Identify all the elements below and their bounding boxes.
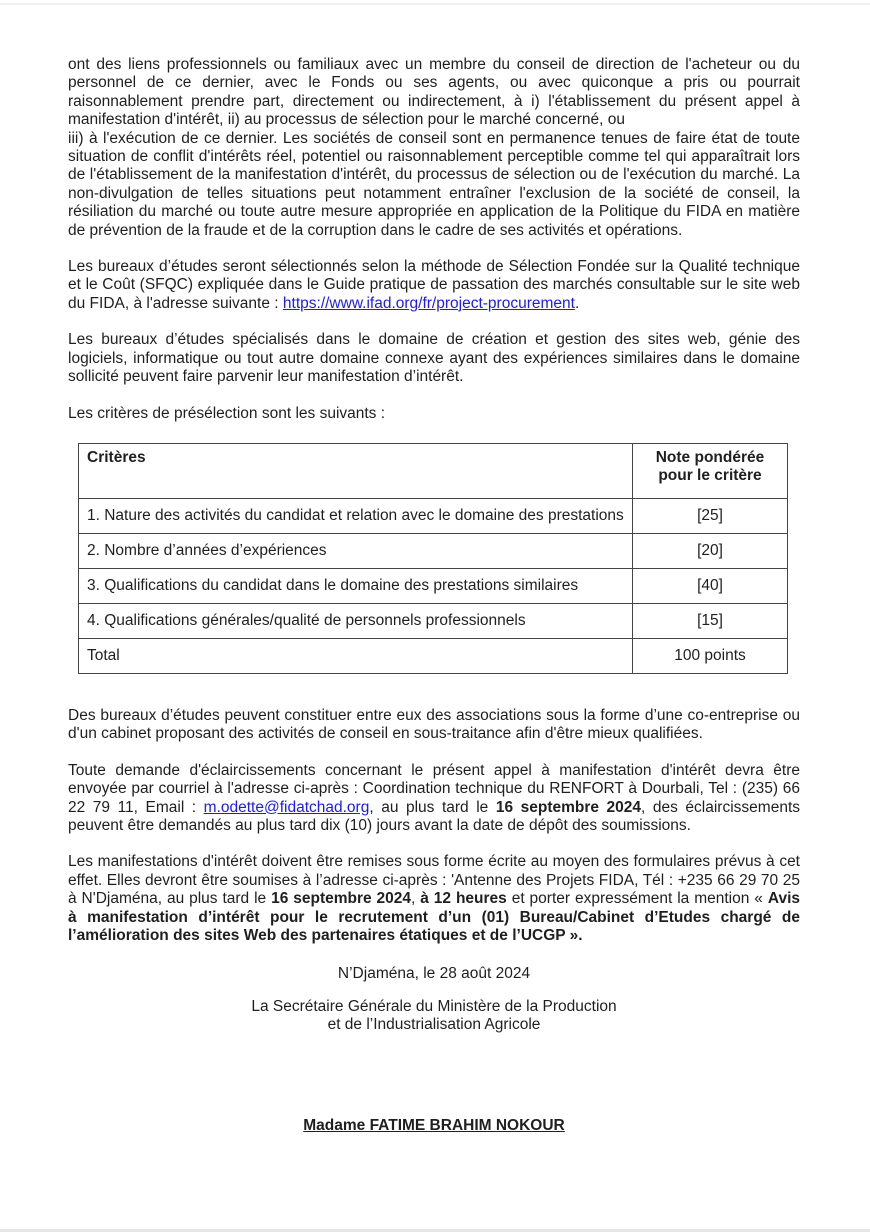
- table-row: [79, 533, 788, 568]
- place-and-date: N’Djaména, le 28 août 2024: [337, 965, 531, 983]
- signatory-title-line2: et de l’Industrialisation Agricole: [327, 1016, 541, 1034]
- criterion-label: 2. Nombre d’années d’expériences: [79, 533, 633, 568]
- signatory-title: [68, 998, 800, 1035]
- submission-deadline-date: 16 septembre 2024: [271, 890, 412, 908]
- clarifications-text: Toute demande d'éclaircissements concernant le présent appel à manifestation d'intérêt devra être envoyée par courriel à l'adresse ci-après : Coordination technique du RENFORT à Dourbali, Tel : (235) 66 22 79 11, Email :: [68, 761, 800, 816]
- contact-email-link[interactable]: m.odette@fidatchad.org: [203, 798, 370, 816]
- selection-method-text: Les bureaux d’études seront sélectionnés selon la méthode de Sélection Fondée sur la Qualité technique et le Coût (SFQC) expliquée dans le Guide pratique de passation des marchés consultable sur le site web du FIDA, à l'adresse suivante :: [68, 258, 800, 312]
- paragraph-conflict-of-interest: [68, 56, 800, 240]
- criterion-label: 4. Qualifications générales/qualité de personnels professionnels: [79, 603, 633, 638]
- total-label: Total: [79, 638, 633, 673]
- criteria-column-header: Critères: [79, 443, 633, 498]
- paragraph-criteria-intro: Les critères de présélection sont les suivants :: [68, 404, 386, 422]
- paragraph-clarifications: [68, 762, 800, 836]
- ifad-procurement-link[interactable]: https://www.ifad.org/fr/project-procurement: [282, 294, 575, 312]
- criteria-table: [78, 443, 788, 674]
- clarifications-post: , des éclaircissements peuvent être demandés au plus tard dix (10) jours avant la date de dépôt des soumissions.: [68, 798, 800, 834]
- submission-sep: ,: [411, 890, 421, 908]
- signature-name: Madame FATIME BRAHIM NOKOUR: [303, 1116, 565, 1134]
- submission-text: Les manifestations d'intérêt doivent être remises sous forme écrite au moyen des formulaires prévus à cet effet. Elles devront être soumises à l’adresse ci-après : 'Antenne des Projets FIDA, Tél : +235 66 29 70 25 à N'Djaména, au plus tard le: [68, 853, 800, 908]
- paragraph-submission: [68, 853, 800, 945]
- clarification-deadline-date: 16 septembre 2024: [495, 798, 642, 816]
- paragraph-conflict-part1: ont des liens professionnels ou familiaux avec un membre du conseil de direction de l'acheteur ou du personnel de ce dernier, avec le Fonds ou ses agents, ou avec quiconque a pris ou pourrait raisonnablement prendre part, directement ou indirectement, à i) l'établissement du présent appel à manifestation d'intérêt, ii) au processus de sélection pour le marché concerné, ou: [68, 56, 800, 129]
- clarifications-mid: , au plus tard le: [369, 798, 496, 816]
- criterion-note: [20]: [633, 533, 788, 568]
- paragraph-conflict-part2: iii) à l'exécution de ce dernier. Les sociétés de conseil sont en permanence tenues de faire état de toute situation de conflit d'intérêts réel, potentiel ou raisonnablement perceptible comme tel qui apparaîtrait lors de l'établissement de la manifestation d'intérêt, du processus de sélection ou de l'exécution du marché. La non-divulgation de telles situations peut notamment entraîner l'exclusion de la société de conseil, la résiliation du marché ou toute autre mesure appropriée en application de la Politique du FIDA en matière de prévention de la fraude et de la corruption dans le cadre de ses activités et opérations.: [68, 129, 800, 239]
- signatory-title-line1: La Secrétaire Générale du Ministère de la Production: [251, 997, 617, 1015]
- table-row: [79, 603, 788, 638]
- criterion-note: [15]: [633, 603, 788, 638]
- submission-mention-intro: et porter expressément la mention «: [506, 890, 768, 908]
- selection-method-period: .: [574, 294, 580, 312]
- table-row-total: [79, 638, 788, 673]
- submission-deadline-time: à 12 heures: [420, 890, 507, 908]
- paragraph-selection-method: [68, 258, 800, 313]
- criterion-note: [25]: [633, 498, 788, 533]
- total-value: 100 points: [633, 638, 788, 673]
- criterion-note: [40]: [633, 568, 788, 603]
- criterion-label: 1. Nature des activités du candidat et relation avec le domaine des prestations: [79, 498, 633, 533]
- table-row: [79, 498, 788, 533]
- submission-mention-title: Avis à manifestation d’intérêt pour le recrutement d’un (01) Bureau/Cabinet d’Etudes chargé de l’amélioration des sites Web des partenaires étatiques et de l’UCGP ».: [68, 890, 800, 944]
- paragraph-associations: Des bureaux d’études peuvent constituer entre eux des associations sous la forme d’une co-entreprise ou d'un cabinet proposant des activités de conseil en sous-traitance afin d'être mieux qualifiées.: [68, 706, 800, 743]
- table-row: [79, 568, 788, 603]
- criterion-label: 3. Qualifications du candidat dans le domaine des prestations similaires: [79, 568, 633, 603]
- paragraph-eligible-firms: Les bureaux d’études spécialisés dans le domaine de création et gestion des sites web, génie des logiciels, informatique ou tout autre domaine connexe ayant des expériences similaires dans le domaine sollicité peuvent faire parvenir leur manifestation d’intérêt.: [68, 331, 800, 386]
- page-top-edge: [0, 3, 870, 5]
- criteria-table-header-row: [79, 443, 788, 498]
- note-column-header: Note pondérée pour le critère: [633, 443, 788, 498]
